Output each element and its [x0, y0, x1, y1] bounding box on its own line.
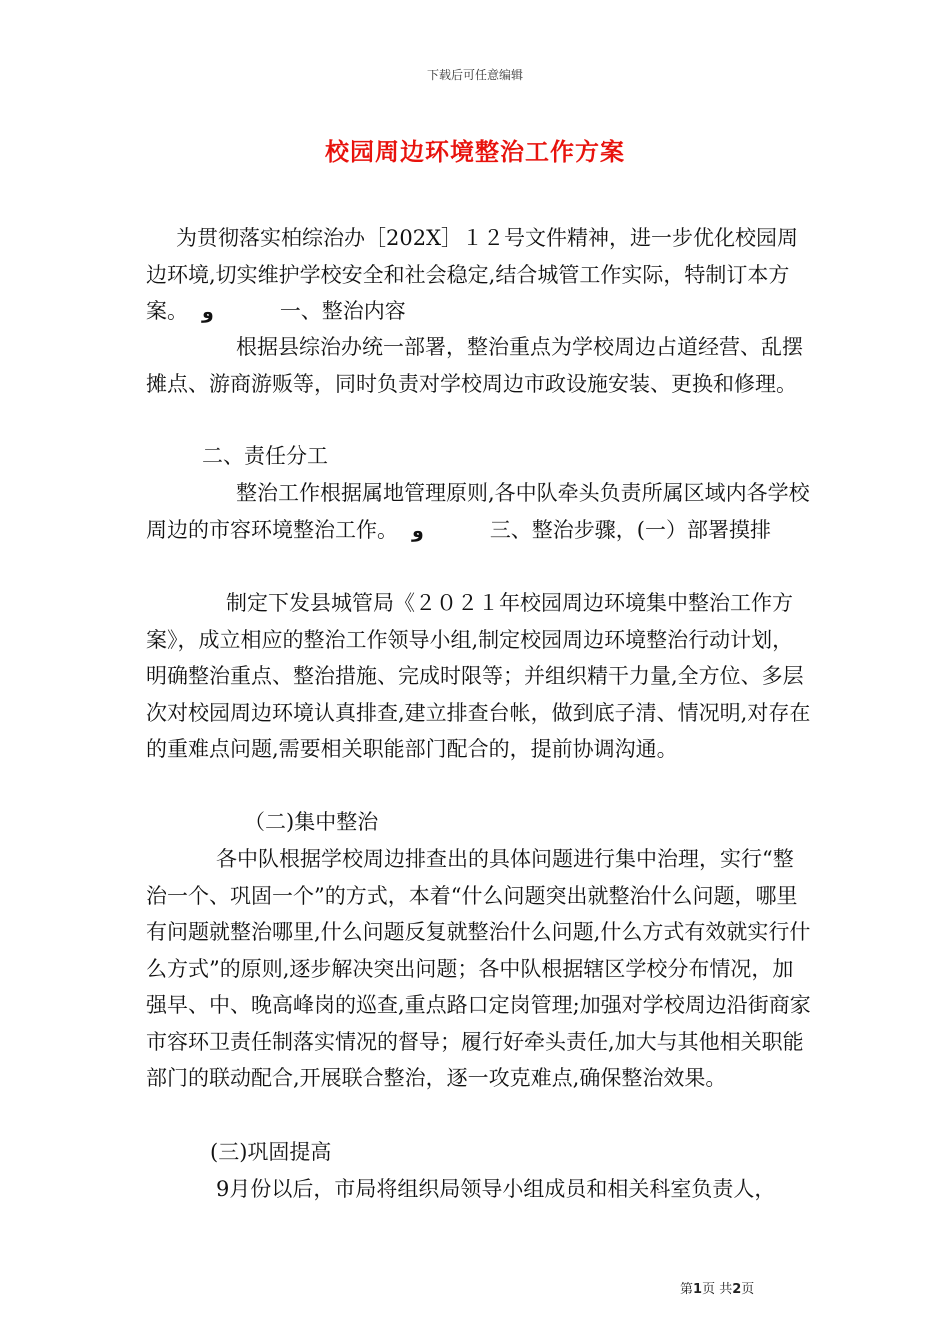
- intro-paragraph: [146, 220, 812, 331]
- footer-current-page: 1: [693, 1282, 703, 1297]
- page-footer: [680, 1278, 810, 1297]
- section2-body: 整治工作根据属地管理原则,各中队牵头负责所属区域内各学校周边的市容环境整治工作。: [146, 481, 810, 542]
- intro-text: 为贯彻落实柏综治办［202X］１２号文件精神，进一步优化校园周边环境,切实维护学校安全和社会稳定,结合城管工作实际，特制订本方案。: [146, 226, 799, 323]
- section1-heading: 一、整治内容: [279, 299, 406, 323]
- header-note: 下载后可任意编辑: [426, 68, 523, 82]
- section2-heading: 二、责任分工: [202, 444, 328, 468]
- section1-body: 根据县综治办统一部署，整治重点为学校周边占道经营、乱摆摊点、游商游贩等，同时负责对学校周边市政设施安装、更换和修理。: [146, 335, 803, 396]
- footer-total-pages: 2: [732, 1282, 742, 1297]
- step1-body: 制定下发县城管局《２０２１年校园周边环境集中整治工作方案》，成立相应的整治工作领导小组,制定校园周边环境整治行动计划，明确整治重点、整治措施、完成时限等；并组织精干力量,全方位、多层次对校园周边环境认真排查,建立排查台帐，做到底子清、情况明,对存在的重难点问题,需要相关职能部门配合的，提前协调沟通。: [146, 591, 811, 761]
- step2-heading: （二)集中整治: [244, 810, 379, 834]
- intro-mark: و: [202, 301, 214, 323]
- footer-suffix: 页: [741, 1282, 755, 1297]
- step3-heading: (三)巩固提高: [210, 1140, 332, 1164]
- section2-paragraph: [146, 475, 812, 549]
- document-title: 校园周边环境整治工作方案: [325, 137, 625, 166]
- step2-body: 各中队根据学校周边排查出的具体问题进行集中治理，实行“整治一个、巩固一个”的方式，本着“什么问题突出就整治什么问题，哪里有问题就整治哪里,什么问题反复就整治什么问题,什么方式有效就实行什么方式”的原则,逐步解决突出问题；各中队根据辖区学校分布情况，加强早、中、晚高峰岗的巡查,重点路口定岗管理;加强对学校周边沿街商家市容环卫责任制落实情况的督导；履行好牵头责任,加大与其他相关职能部门的联动配合,开展联合整治，逐一攻克难点,确保整治效果。: [146, 847, 811, 1090]
- footer-prefix: 第: [680, 1282, 694, 1297]
- section2-mark: و: [412, 519, 424, 542]
- footer-middle: 页 共: [702, 1282, 733, 1297]
- section3-heading: 三、整治步骤，(一）部署摸排: [489, 517, 772, 542]
- step3-body: 9月份以后，市局将组织局领导小组成员和相关科室负责人，: [216, 1177, 776, 1201]
